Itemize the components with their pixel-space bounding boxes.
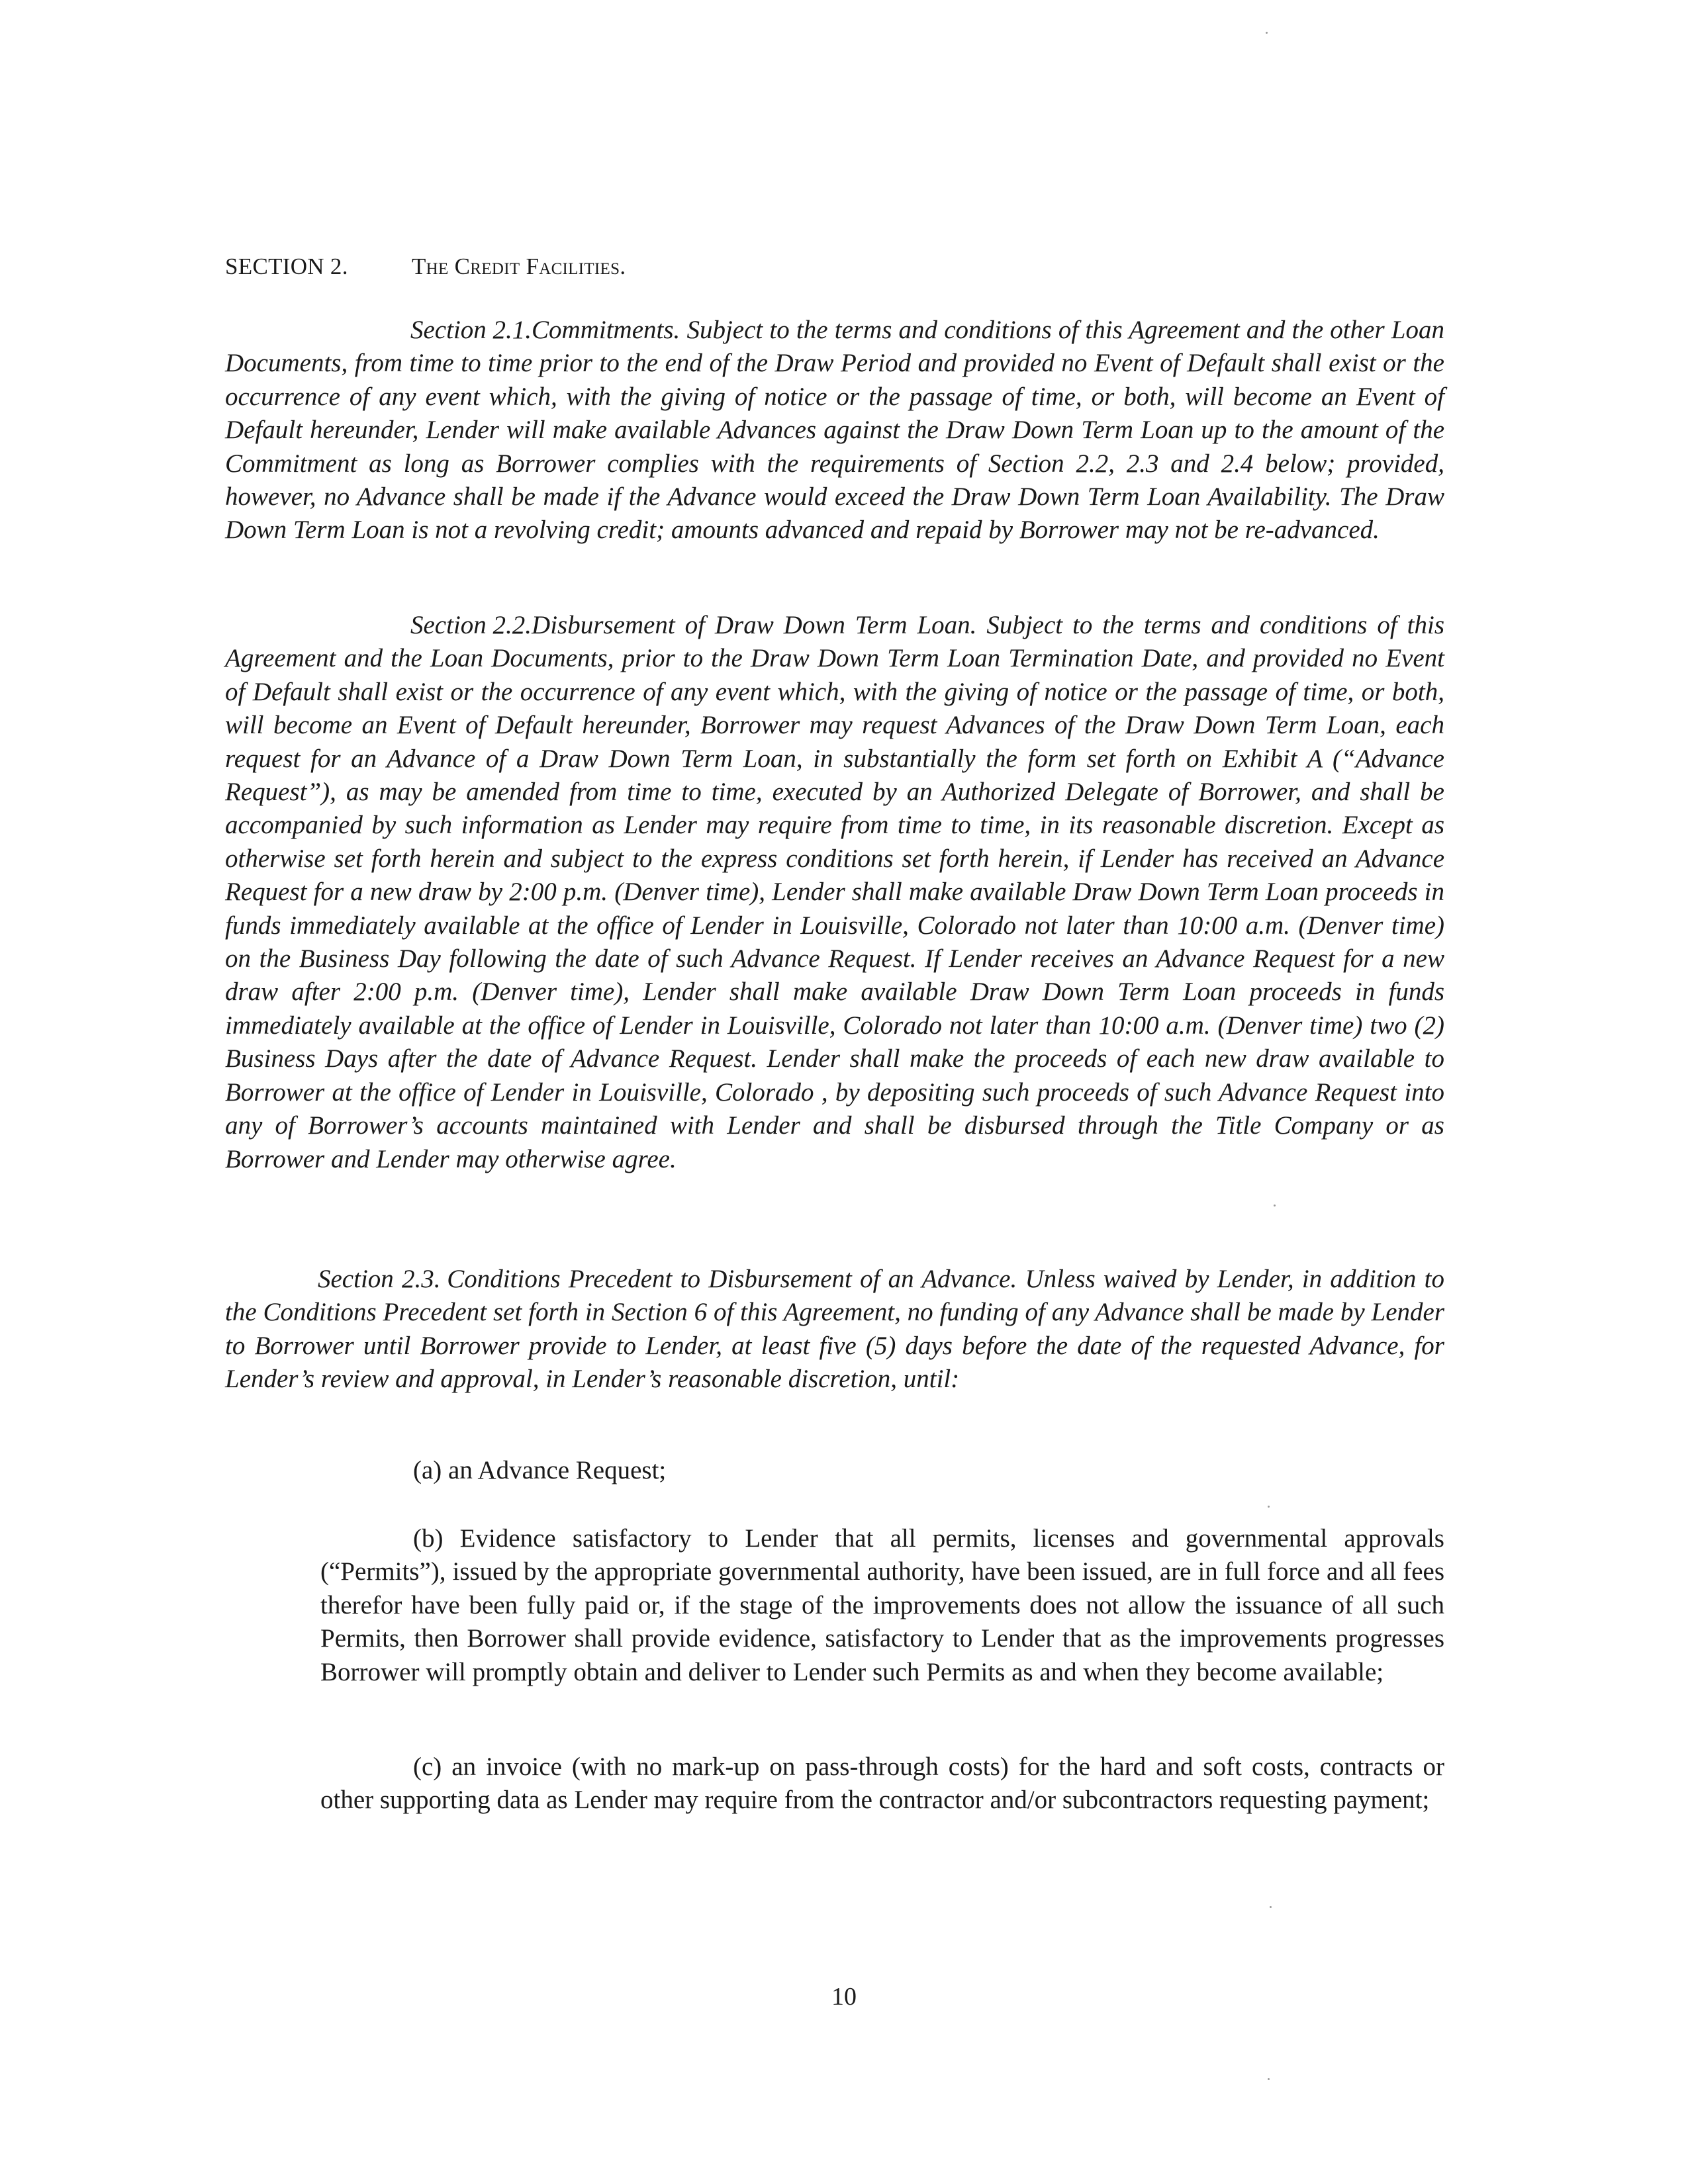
scan-speck — [1268, 1506, 1270, 1508]
section-number: SECTION 2. — [225, 253, 348, 279]
scan-speck — [1270, 1906, 1272, 1908]
section-2-2-paragraph — [225, 609, 1444, 1176]
section-2-3-label: Section 2.3. — [318, 1265, 441, 1293]
section-2-1-label: Section 2.1. — [410, 316, 532, 344]
scan-speck — [1274, 1205, 1276, 1206]
section-title: The Credit Facilities. — [412, 253, 626, 279]
section-2-3-paragraph — [225, 1263, 1444, 1396]
section-2-2-label: Section 2.2. — [410, 611, 532, 639]
section-2-1-paragraph — [225, 314, 1444, 547]
item-b: (b) Evidence satisfactory to Lender that all permits, licenses and governmental approvals (“Permits”), issued by the appropriate governmental authority, have been issued, are in full force and all fees therefor have been fully paid or, if the stage of the improvements does not allow the issuance of all such Permits, then Borrower shall provide evidence, satisfactory to Lender that as the improvements progresses Borrower will promptly obtain and deliver to Lender such Permits as and when they become available; — [320, 1524, 1444, 1686]
item-c: (c) an invoice (with no mark-up on pass-through costs) for the hard and soft costs, contracts or other supporting data as Lender may require from the contractor and/or subcontractors requesting payment; — [320, 1752, 1444, 1815]
section-heading — [225, 250, 626, 283]
page-number: 10 — [831, 1983, 857, 2011]
scan-speck — [1266, 32, 1268, 34]
section-2-1-body: Commitments. Subject to the terms and conditions of this Agreement and the other Loan Documents, from time to time prior to the end of the Draw Period and provided no Event of Default shall exist or the occurrence of any event which, with the giving of notice or the passage of time, or both, will become an Event of Default hereunder, Lender will make available Advances against the Draw Down Term Loan up to the amount of the Commitment as long as Borrower complies with the requirements of Section 2.2, 2.3 and 2.4 below; provided, however, no Advance shall be made if the Advance would exceed the Draw Down Term Loan Availability. The Draw Down Term Loan is not a revolving credit; amounts advanced and repaid by Borrower may not be re-advanced. — [225, 316, 1444, 545]
section-2-2-body: Disbursement of Draw Down Term Loan. Subject to the terms and conditions of this Agreement and the Loan Documents, prior to the Draw Down Term Loan Termination Date, and provided no Event of Default shall exist or the occurrence of any event which, with the giving of notice or the passage of time, or both, will become an Event of Default hereunder, Borrower may request Advances of the Draw Down Term Loan, each request for an Advance of a Draw Down Term Loan, in substantially the form set forth on Exhibit A (“Advance Request”), as may be amended from time to time, executed by an Authorized Delegate of Borrower, and shall be accompanied by such information as Lender may require from time to time, in its reasonable discretion. Except as otherwise set forth herein and subject to the express conditions set forth herein, if Lender has received an Advance Request for a new draw by 2:00 p.m. (Denver time), Lender shall make available Draw Down Term Loan proceeds in funds immediately available at the office of Lender in Louisville, Colorado not later than 10:00 a.m. (Denver time) on the Business Day following the date of such Advance Request. If Lender receives an Advance Request for a new draw after 2:00 p.m. (Denver time), Lender shall make available Draw Down Term Loan proceeds in funds immediately available at the office of Lender in Louisville, Colorado not later than 10:00 a.m. (Denver time) two (2) Business Days after the date of Advance Request. Lender shall make the proceeds of each new draw available to Borrower at the office of Lender in Louisville, Colorado , by depositing such proceeds of such Advance Request into any of Borrower’s accounts maintained with Lender and shall be disbursed through the Title Company or as Borrower and Lender may otherwise agree. — [225, 611, 1444, 1173]
item-a: (a) an Advance Request; — [413, 1456, 667, 1484]
scan-speck — [1268, 2078, 1270, 2080]
section-2-3-body: Conditions Precedent to Disbursement of an Advance. Unless waived by Lender, in addition to the Conditions Precedent set forth in Section 6 of this Agreement, no funding of any Advance shall be made by Lender to Borrower until Borrower provide to Lender, at least five (5) days before the date of the requested Advance, for Lender’s review and approval, in Lender’s reasonable discretion, until: — [225, 1265, 1444, 1394]
